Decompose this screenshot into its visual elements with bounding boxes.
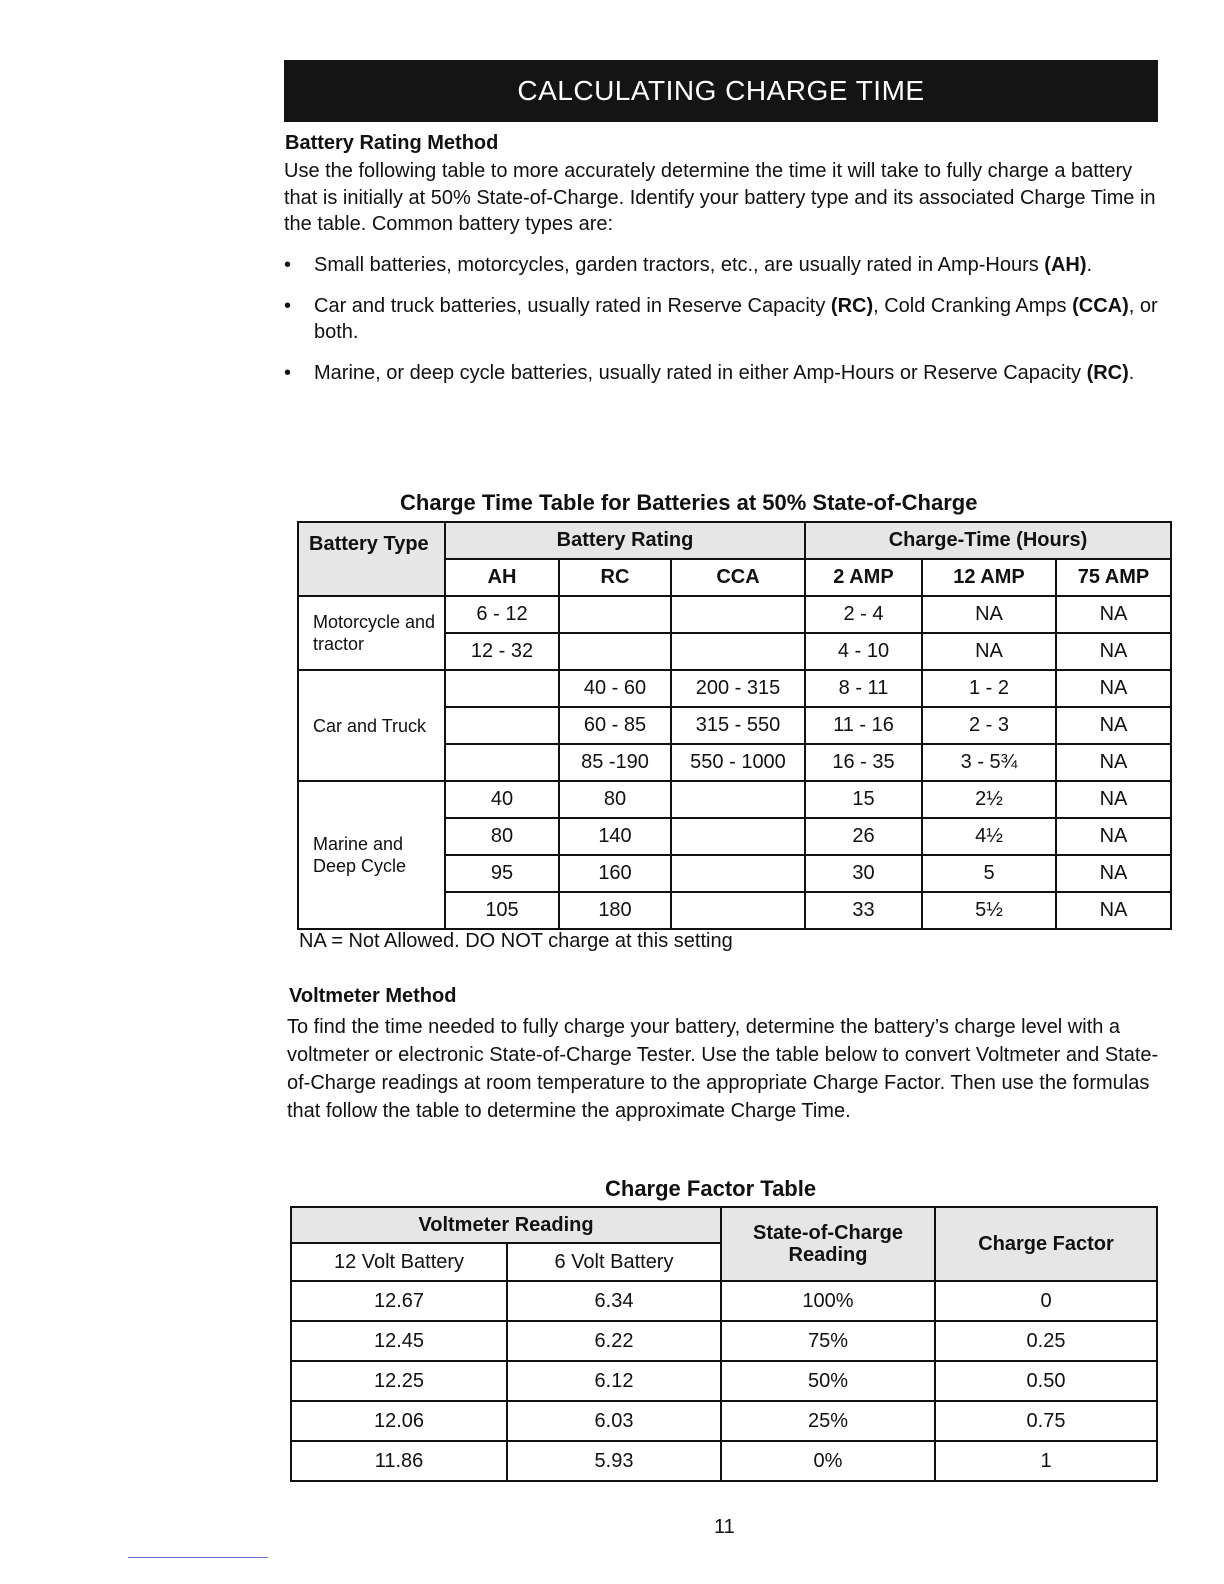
table-cell: 0.75 <box>935 1401 1157 1441</box>
charge-time-table-caption: Charge Time Table for Batteries at 50% State-of-Charge <box>400 490 978 515</box>
table-cell <box>671 818 805 855</box>
bullet-icon: • <box>284 361 292 384</box>
table-cell: 5½ <box>922 892 1056 929</box>
table-cell: 6 - 12 <box>445 596 559 633</box>
table-cell: NA <box>922 596 1056 633</box>
table-cell: 5 <box>922 855 1056 892</box>
footer-divider <box>128 1557 268 1558</box>
charge-factor-table-caption: Charge Factor Table <box>605 1176 817 1201</box>
table-cell: 550 - 1000 <box>671 744 805 781</box>
bullet-text: Car and truck batteries, usually rated in Reserve Capacity <box>314 294 831 317</box>
table-cell: NA <box>1056 781 1171 818</box>
table-cell <box>671 781 805 818</box>
table-cell: 4 - 10 <box>805 633 922 670</box>
table-cell: 200 - 315 <box>671 670 805 707</box>
battery-rating-header: Battery Rating <box>445 522 805 559</box>
table-cell: NA <box>1056 707 1171 744</box>
table-cell <box>671 596 805 633</box>
column-header: 6 Volt Battery <box>507 1243 721 1281</box>
na-note: NA = Not Allowed. DO NOT charge at this setting <box>299 930 733 952</box>
table-cell: 2 - 3 <box>922 707 1056 744</box>
bullet-bold: (RC) <box>1086 361 1129 384</box>
table-cell: 11.86 <box>291 1441 507 1481</box>
table-cell: NA <box>1056 855 1171 892</box>
bullet-bold: (AH) <box>1044 254 1087 276</box>
bullet-text: . <box>1086 254 1093 276</box>
table-cell: 95 <box>445 855 559 892</box>
battery-type-cell: Car and Truck <box>298 670 445 781</box>
table-cell: 12.25 <box>291 1361 507 1401</box>
table-cell: 6.12 <box>507 1361 721 1401</box>
table-cell: 80 <box>559 781 671 818</box>
table-cell: 0.50 <box>935 1361 1157 1401</box>
charge-time-table <box>297 521 1172 930</box>
table-cell: NA <box>1056 633 1171 670</box>
table-cell: 75% <box>721 1321 935 1361</box>
table-row <box>291 1361 1157 1401</box>
table-row <box>298 781 1171 818</box>
table-cell: 0 <box>935 1281 1157 1321</box>
charge-factor-header: Charge Factor <box>935 1207 1157 1281</box>
table-cell: 160 <box>559 855 671 892</box>
table-cell <box>445 707 559 744</box>
charge-time-header: Charge-Time (Hours) <box>805 522 1171 559</box>
bullet-bold: (RC) <box>830 294 874 317</box>
section-title-banner <box>284 60 1158 122</box>
column-header: 75 AMP <box>1056 559 1171 596</box>
table-row <box>291 1441 1157 1481</box>
battery-rating-heading: Battery Rating Method <box>285 132 499 154</box>
table-cell: 80 <box>445 818 559 855</box>
column-header: CCA <box>671 559 805 596</box>
charge-factor-table <box>290 1206 1158 1482</box>
table-cell: NA <box>1056 818 1171 855</box>
bullet-text: Small batteries, motorcycles, garden tractors, etc., are usually rated in Amp-Hours <box>314 254 1045 276</box>
table-cell: 11 - 16 <box>805 707 922 744</box>
table-cell: 3 - 5¾ <box>922 744 1056 781</box>
battery-rating-intro: Use the following table to more accurately determine the time it will take to fully charge a battery that is initially at 50% State-of-Charge. Identify your battery type and its associated Charge Time in the table. Common battery types are: <box>284 160 1156 235</box>
column-header: AH <box>445 559 559 596</box>
bullet-icon: • <box>284 294 292 317</box>
battery-type-list <box>284 252 1164 400</box>
table-cell <box>445 744 559 781</box>
bullet-text: Marine, or deep cycle batteries, usually rated in either Amp-Hours or Reserve Capacity <box>314 361 1087 384</box>
table-cell: 1 - 2 <box>922 670 1056 707</box>
table-row <box>298 670 1171 707</box>
page-number: 11 <box>714 1516 735 1538</box>
table-cell: 315 - 550 <box>671 707 805 744</box>
table-cell: 2½ <box>922 781 1056 818</box>
table-cell: 6.03 <box>507 1401 721 1441</box>
table-cell: 6.34 <box>507 1281 721 1321</box>
table-cell <box>671 855 805 892</box>
table-row <box>298 596 1171 633</box>
voltmeter-heading: Voltmeter Method <box>289 985 457 1007</box>
table-cell <box>671 633 805 670</box>
table-cell: 8 - 11 <box>805 670 922 707</box>
table-cell: 1 <box>935 1441 1157 1481</box>
table-cell: 33 <box>805 892 922 929</box>
table-cell <box>445 670 559 707</box>
list-item <box>284 360 1164 387</box>
table-cell: NA <box>1056 670 1171 707</box>
table-cell: 4½ <box>922 818 1056 855</box>
table-cell: NA <box>1056 596 1171 633</box>
voltmeter-reading-header: Voltmeter Reading <box>291 1207 721 1243</box>
table-cell: 6.22 <box>507 1321 721 1361</box>
table-cell: NA <box>1056 744 1171 781</box>
table-row <box>291 1321 1157 1361</box>
table-cell: 25% <box>721 1401 935 1441</box>
table-cell: 140 <box>559 818 671 855</box>
table-cell: 26 <box>805 818 922 855</box>
table-cell <box>559 633 671 670</box>
table-cell: 100% <box>721 1281 935 1321</box>
table-cell: 5.93 <box>507 1441 721 1481</box>
table-cell: 12.06 <box>291 1401 507 1441</box>
column-header: 2 AMP <box>805 559 922 596</box>
table-cell: 50% <box>721 1361 935 1401</box>
table-cell: 85 -190 <box>559 744 671 781</box>
list-item <box>284 293 1164 346</box>
table-cell: NA <box>922 633 1056 670</box>
table-cell: 12 - 32 <box>445 633 559 670</box>
section-title: CALCULATING CHARGE TIME <box>517 75 925 106</box>
bullet-bold: (CCA) <box>1072 294 1129 317</box>
voltmeter-intro: To find the time needed to fully charge your battery, determine the battery’s charge level with a voltmeter or electronic State-of-Charge Tester. Use the table below to convert Voltmeter and State-of-Charge readings at room temperature to the appropriate Charge Factor. Then use the formulas that follow the table to determine the approximate Charge Time. <box>287 1016 1159 1122</box>
table-cell: 40 <box>445 781 559 818</box>
column-header: 12 Volt Battery <box>291 1243 507 1281</box>
table-cell: 12.45 <box>291 1321 507 1361</box>
table-cell: 60 - 85 <box>559 707 671 744</box>
table-cell: 0% <box>721 1441 935 1481</box>
table-cell: 105 <box>445 892 559 929</box>
table-cell: 40 - 60 <box>559 670 671 707</box>
bullet-icon: • <box>284 254 292 276</box>
bullet-text: . <box>1128 361 1135 384</box>
column-header: 12 AMP <box>922 559 1056 596</box>
battery-type-header: Battery Type <box>298 522 445 596</box>
table-cell: 30 <box>805 855 922 892</box>
table-cell: 15 <box>805 781 922 818</box>
table-row <box>291 1401 1157 1441</box>
table-cell: 12.67 <box>291 1281 507 1321</box>
battery-type-cell: Motorcycle and tractor <box>298 596 445 670</box>
bullet-text: , or both. <box>314 294 1158 343</box>
table-cell: 2 - 4 <box>805 596 922 633</box>
battery-type-cell: Marine and Deep Cycle <box>298 781 445 929</box>
list-item <box>284 252 1164 279</box>
table-cell <box>559 596 671 633</box>
table-row <box>291 1281 1157 1321</box>
table-cell: 0.25 <box>935 1321 1157 1361</box>
table-cell: 180 <box>559 892 671 929</box>
table-cell: NA <box>1056 892 1171 929</box>
bullet-text: , Cold Cranking Amps <box>873 294 1073 317</box>
soc-reading-header: State-of-Charge Reading <box>721 1207 935 1281</box>
table-cell <box>671 892 805 929</box>
column-header: RC <box>559 559 671 596</box>
table-cell: 16 - 35 <box>805 744 922 781</box>
